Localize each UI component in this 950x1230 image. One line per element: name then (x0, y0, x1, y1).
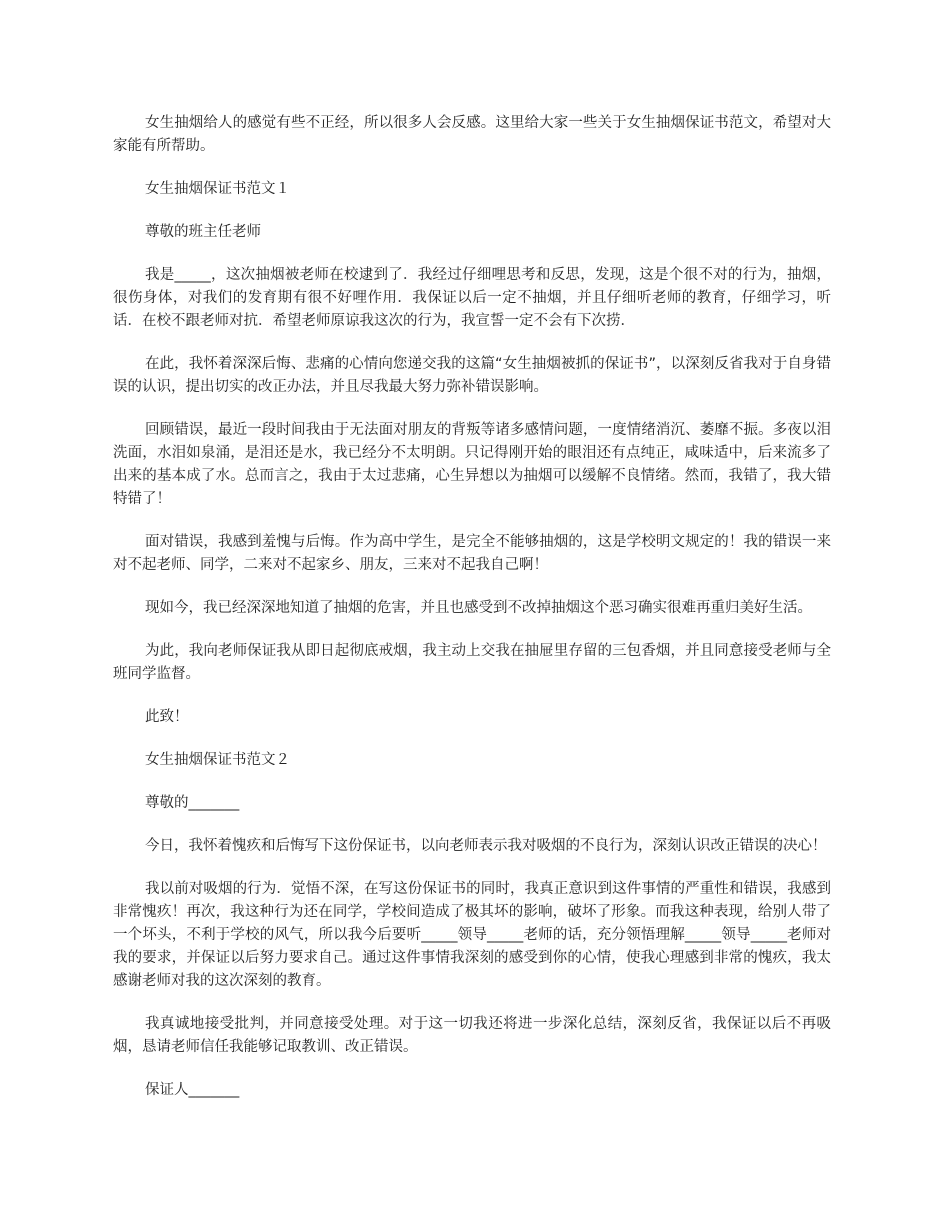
body-paragraph: 为此，我向老师保证我从即日起彻底戒烟，我主动上交我在抽屉里存留的三包香烟，并且同意接受老师与全班同学监督。 (113, 643, 831, 682)
section-heading-1: 女生抽烟保证书范文１ (145, 181, 290, 197)
closing-1: 此致！ (145, 709, 189, 725)
document-page (113, 112, 831, 1122)
body-paragraph: 现如今，我已经深深地知道了抽烟的危害，并且也感受到不改掉抽烟这个恶习确实很难再重归美好生活。 (145, 600, 812, 616)
body-paragraph: 回顾错误，最近一段时间我由于无法面对朋友的背叛等诸多感情问题，一度情绪消沉、萎靡不振。多夜以泪洗面，水泪如泉涌，是泪还是水，我已经分不太明朗。只记得刚开始的眼泪还有点纯正，咸味适中，后来流多了出来的基本成了水。总而言之，我由于太过悲痛，心生异想以为抽烟可以缓解不良情绪。然而，我错了，我大错特错了！ (113, 422, 831, 507)
body-paragraph: 我以前对吸烟的行为．觉悟不深，在写这份保证书的同时，我真正意识到这件事情的严重性和错误，我感到非常愧疚！再次，我这种行为还在同学，学校间造成了极其坏的影响，破坏了形象。而我这种表现，给别人带了一个坏头，不利于学校的风气，所以我今后要听_____领导_____老师的话，充分领悟理解_____领导_____老师对我的要求，并保证以后努力要求自己。通过这件事情我深刻的感受到你的心情，使我心理感到非常的愧疚，我太感谢老师对我的这次深刻的教育。 (113, 881, 831, 989)
body-paragraph: 今日，我怀着愧疚和后悔写下这份保证书，以向老师表示我对吸烟的不良行为，深刻认识改正错误的决心！ (145, 838, 827, 854)
salutation-1: 尊敬的班主任老师 (145, 224, 261, 240)
body-paragraph: 我真诚地接受批判，并同意接受处理。对于这一切我还将进一步深化总结，深刻反省，我保证以后不再吸烟，恳请老师信任我能够记取教训、改正错误。 (113, 1016, 831, 1055)
salutation-2: 尊敬的_______ (145, 795, 240, 811)
section-heading-2: 女生抽烟保证书范文２ (145, 752, 290, 768)
body-paragraph: 面对错误，我感到羞愧与后悔。作为高中学生，是完全不能够抽烟的，这是学校明文规定的！我的错误一来对不起老师、同学，二来对不起家乡、朋友，三来对不起我自己啊！ (113, 534, 831, 573)
body-paragraph: 在此，我怀着深深后悔、悲痛的心情向您递交我的这篇“女生抽烟被抓的保证书”，以深刻反省我对于自身错误的认识，提出切实的改正办法，并且尽我最大努力弥补错误影响。 (113, 356, 831, 395)
intro-paragraph: 女生抽烟给人的感觉有些不正经，所以很多人会反感。这里给大家一些关于女生抽烟保证书范文，希望对大家能有所帮助。 (113, 115, 831, 154)
body-paragraph: 我是_____，这次抽烟被老师在校逮到了．我经过仔细哩思考和反思，发现，这是个很不对的行为，抽烟，很伤身体，对我们的发育期有很不好哩作用．我保证以后一定不抽烟，并且仔细听老师的教育，仔细学习，听话．在校不跟老师对抗．希望老师原谅我这次的行为，我宣誓一定不会有下次捞． (113, 267, 831, 329)
signature-line: 保证人_______ (145, 1082, 240, 1098)
